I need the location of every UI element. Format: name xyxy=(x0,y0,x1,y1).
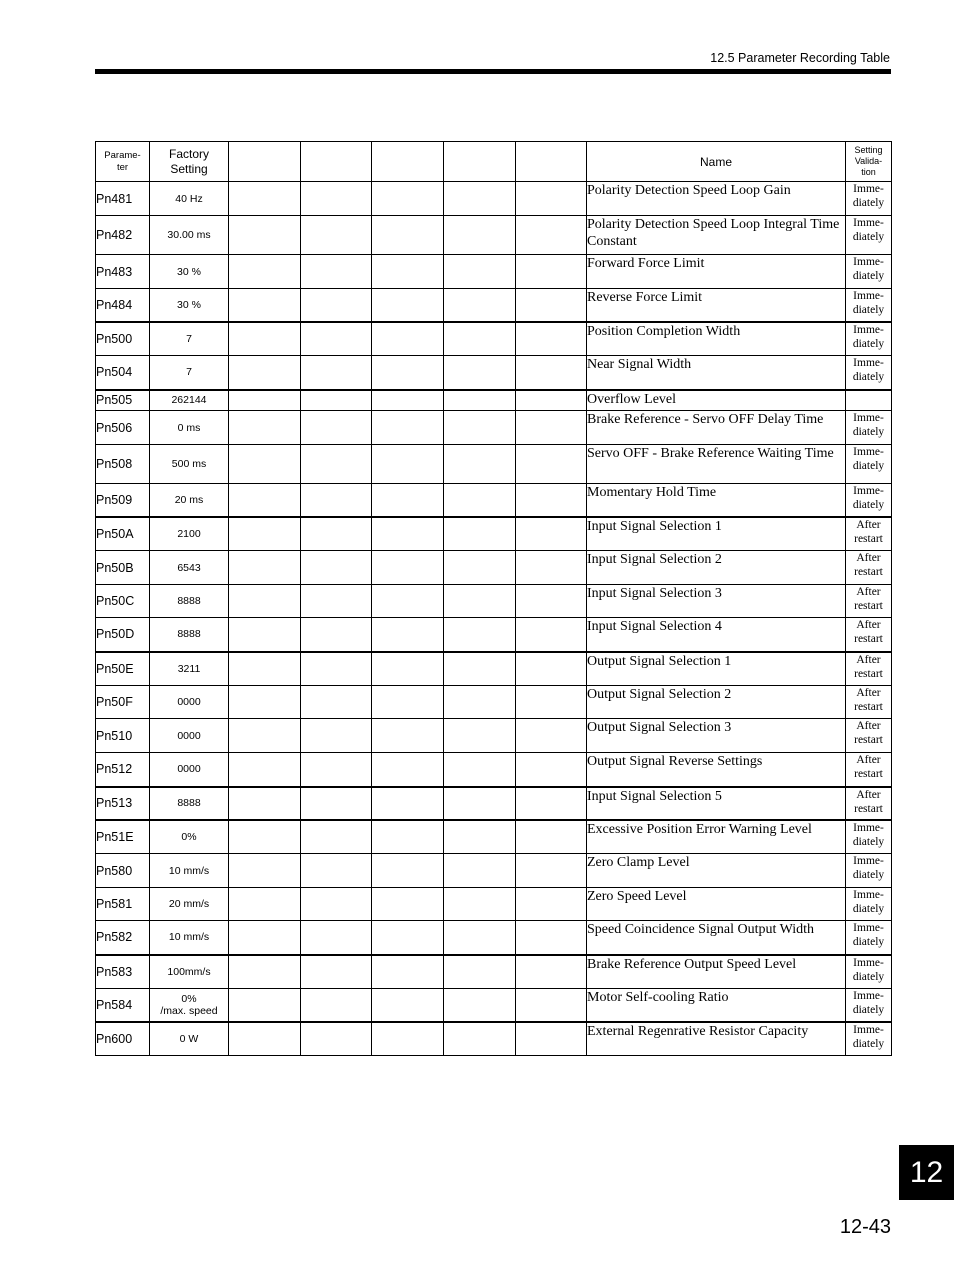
setting-validation-cell: Imme- diately xyxy=(846,255,892,289)
record-cell xyxy=(301,390,372,411)
record-cell xyxy=(229,255,301,289)
setting-validation-cell: After restart xyxy=(846,618,892,652)
setting-validation-cell: Imme- diately xyxy=(846,888,892,921)
parameter-cell: Pn484 xyxy=(96,289,150,322)
record-cell xyxy=(516,921,587,955)
record-cell xyxy=(372,989,444,1022)
column-header-blank xyxy=(372,142,444,182)
record-cell xyxy=(444,854,516,888)
factory-setting-cell: 2100 xyxy=(150,517,229,551)
record-cell xyxy=(229,216,301,255)
table-row xyxy=(96,652,892,686)
record-cell xyxy=(229,921,301,955)
record-cell xyxy=(229,445,301,484)
name-cell: Input Signal Selection 3 xyxy=(587,585,846,618)
record-cell xyxy=(229,787,301,820)
factory-setting-cell: 0% xyxy=(150,820,229,854)
parameter-cell: Pn509 xyxy=(96,484,150,517)
name-cell: Momentary Hold Time xyxy=(587,484,846,517)
name-cell: Input Signal Selection 5 xyxy=(587,787,846,820)
record-cell xyxy=(301,686,372,719)
record-cell xyxy=(444,753,516,787)
parameter-cell: Pn600 xyxy=(96,1022,150,1056)
name-cell: Forward Force Limit xyxy=(587,255,846,289)
record-cell xyxy=(444,921,516,955)
table-row xyxy=(96,356,892,390)
record-cell xyxy=(516,289,587,322)
record-cell xyxy=(516,484,587,517)
setting-validation-cell: Imme- diately xyxy=(846,854,892,888)
record-cell xyxy=(444,255,516,289)
record-cell xyxy=(301,255,372,289)
parameter-cell: Pn513 xyxy=(96,787,150,820)
record-cell xyxy=(301,551,372,585)
setting-validation-cell: After restart xyxy=(846,686,892,719)
name-cell: Speed Coincidence Signal Output Width xyxy=(587,921,846,955)
parameter-cell: Pn580 xyxy=(96,854,150,888)
record-cell xyxy=(516,390,587,411)
record-cell xyxy=(229,289,301,322)
record-cell xyxy=(301,854,372,888)
header-rule xyxy=(95,69,891,74)
record-cell xyxy=(301,888,372,921)
record-cell xyxy=(229,1022,301,1056)
record-cell xyxy=(444,989,516,1022)
setting-validation-cell: Imme- diately xyxy=(846,955,892,989)
name-cell: Motor Self-cooling Ratio xyxy=(587,989,846,1022)
name-cell: Input Signal Selection 2 xyxy=(587,551,846,585)
record-cell xyxy=(372,289,444,322)
record-cell xyxy=(516,686,587,719)
factory-setting-cell: 30 % xyxy=(150,289,229,322)
factory-setting-cell: 10 mm/s xyxy=(150,854,229,888)
column-header-blank xyxy=(444,142,516,182)
setting-validation-cell xyxy=(846,390,892,411)
setting-validation-cell: Imme- diately xyxy=(846,989,892,1022)
record-cell xyxy=(372,787,444,820)
parameter-cell: Pn512 xyxy=(96,753,150,787)
factory-setting-cell: 30.00 ms xyxy=(150,216,229,255)
factory-setting-cell: 0 W xyxy=(150,1022,229,1056)
record-cell xyxy=(301,517,372,551)
setting-validation-cell: Imme- diately xyxy=(846,322,892,356)
factory-setting-cell: 7 xyxy=(150,356,229,390)
record-cell xyxy=(372,618,444,652)
record-cell xyxy=(372,322,444,356)
parameter-cell: Pn481 xyxy=(96,182,150,216)
record-cell xyxy=(229,989,301,1022)
table-row xyxy=(96,719,892,753)
factory-setting-cell: 100mm/s xyxy=(150,955,229,989)
record-cell xyxy=(372,517,444,551)
record-cell xyxy=(516,820,587,854)
factory-setting-cell: 6543 xyxy=(150,551,229,585)
factory-setting-cell: 20 ms xyxy=(150,484,229,517)
record-cell xyxy=(444,411,516,445)
name-cell: Near Signal Width xyxy=(587,356,846,390)
record-cell xyxy=(444,585,516,618)
record-cell xyxy=(372,255,444,289)
column-header-parameter: Parame- ter xyxy=(96,142,150,182)
column-header-blank xyxy=(229,142,301,182)
column-header-setting-validation: Setting Valida- tion xyxy=(846,142,892,182)
record-cell xyxy=(301,216,372,255)
setting-validation-cell: Imme- diately xyxy=(846,289,892,322)
record-cell xyxy=(372,955,444,989)
table-row xyxy=(96,854,892,888)
factory-setting-cell: 0000 xyxy=(150,719,229,753)
record-cell xyxy=(444,322,516,356)
setting-validation-cell: After restart xyxy=(846,551,892,585)
record-cell xyxy=(229,854,301,888)
record-cell xyxy=(372,1022,444,1056)
record-cell xyxy=(372,820,444,854)
record-cell xyxy=(372,484,444,517)
factory-setting-cell: 8888 xyxy=(150,585,229,618)
record-cell xyxy=(516,652,587,686)
table-row xyxy=(96,618,892,652)
setting-validation-cell: After restart xyxy=(846,753,892,787)
setting-validation-cell: Imme- diately xyxy=(846,484,892,517)
name-cell: Brake Reference - Servo OFF Delay Time xyxy=(587,411,846,445)
record-cell xyxy=(516,955,587,989)
parameter-cell: Pn51E xyxy=(96,820,150,854)
record-cell xyxy=(444,517,516,551)
record-cell xyxy=(516,356,587,390)
parameter-cell: Pn506 xyxy=(96,411,150,445)
factory-setting-cell: 20 mm/s xyxy=(150,888,229,921)
record-cell xyxy=(444,1022,516,1056)
table-row xyxy=(96,322,892,356)
parameter-cell: Pn582 xyxy=(96,921,150,955)
record-cell xyxy=(301,989,372,1022)
parameter-cell: Pn482 xyxy=(96,216,150,255)
table-row xyxy=(96,216,892,255)
name-cell: Overflow Level xyxy=(587,390,846,411)
table-row xyxy=(96,820,892,854)
parameter-cell: Pn500 xyxy=(96,322,150,356)
record-cell xyxy=(444,652,516,686)
table-row xyxy=(96,1022,892,1056)
setting-validation-cell: Imme- diately xyxy=(846,921,892,955)
table-row xyxy=(96,484,892,517)
record-cell xyxy=(301,652,372,686)
record-cell xyxy=(301,356,372,390)
record-cell xyxy=(444,182,516,216)
name-cell: Output Signal Selection 2 xyxy=(587,686,846,719)
record-cell xyxy=(444,356,516,390)
record-cell xyxy=(229,955,301,989)
record-cell xyxy=(229,585,301,618)
record-cell xyxy=(372,390,444,411)
record-cell xyxy=(301,787,372,820)
name-cell: Zero Speed Level xyxy=(587,888,846,921)
parameter-cell: Pn510 xyxy=(96,719,150,753)
record-cell xyxy=(444,719,516,753)
name-cell: Output Signal Selection 1 xyxy=(587,652,846,686)
section-title: 12.5 Parameter Recording Table xyxy=(710,51,890,65)
page-number: 12-43 xyxy=(839,1216,891,1238)
record-cell xyxy=(229,484,301,517)
column-header-factory-setting: Factory Setting xyxy=(150,142,229,182)
record-cell xyxy=(229,517,301,551)
record-cell xyxy=(301,921,372,955)
table-row xyxy=(96,921,892,955)
record-cell xyxy=(372,854,444,888)
record-cell xyxy=(516,255,587,289)
setting-validation-cell: After restart xyxy=(846,719,892,753)
chapter-tab: 12 xyxy=(899,1145,954,1200)
setting-validation-cell: Imme- diately xyxy=(846,820,892,854)
name-cell: Polarity Detection Speed Loop Integral Time Constant xyxy=(587,216,846,255)
name-cell: Excessive Position Error Warning Level xyxy=(587,820,846,854)
table-body xyxy=(96,182,892,1056)
record-cell xyxy=(372,356,444,390)
table-row xyxy=(96,411,892,445)
record-cell xyxy=(444,484,516,517)
record-cell xyxy=(516,888,587,921)
record-cell xyxy=(301,585,372,618)
parameter-cell: Pn50A xyxy=(96,517,150,551)
record-cell xyxy=(444,390,516,411)
factory-setting-cell: 30 % xyxy=(150,255,229,289)
record-cell xyxy=(516,182,587,216)
record-cell xyxy=(516,989,587,1022)
factory-setting-cell: 8888 xyxy=(150,787,229,820)
setting-validation-cell: After restart xyxy=(846,787,892,820)
record-cell xyxy=(516,216,587,255)
record-cell xyxy=(229,753,301,787)
record-cell xyxy=(301,1022,372,1056)
record-cell xyxy=(229,182,301,216)
setting-validation-cell: Imme- diately xyxy=(846,445,892,484)
record-cell xyxy=(516,854,587,888)
table-row xyxy=(96,888,892,921)
record-cell xyxy=(372,652,444,686)
record-cell xyxy=(301,484,372,517)
parameter-cell: Pn581 xyxy=(96,888,150,921)
column-header-blank xyxy=(516,142,587,182)
record-cell xyxy=(229,888,301,921)
name-cell: Input Signal Selection 4 xyxy=(587,618,846,652)
factory-setting-cell: 262144 xyxy=(150,390,229,411)
record-cell xyxy=(516,322,587,356)
name-cell: Polarity Detection Speed Loop Gain xyxy=(587,182,846,216)
name-cell: Output Signal Reverse Settings xyxy=(587,753,846,787)
record-cell xyxy=(516,445,587,484)
parameter-cell: Pn505 xyxy=(96,390,150,411)
record-cell xyxy=(516,411,587,445)
name-cell: Zero Clamp Level xyxy=(587,854,846,888)
record-cell xyxy=(372,411,444,445)
record-cell xyxy=(444,820,516,854)
record-cell xyxy=(516,719,587,753)
column-header-blank xyxy=(301,142,372,182)
record-cell xyxy=(444,955,516,989)
name-cell: Servo OFF - Brake Reference Waiting Time xyxy=(587,445,846,484)
record-cell xyxy=(301,955,372,989)
record-cell xyxy=(372,216,444,255)
setting-validation-cell: Imme- diately xyxy=(846,411,892,445)
record-cell xyxy=(301,322,372,356)
record-cell xyxy=(229,652,301,686)
factory-setting-cell: 0% /max. speed xyxy=(150,989,229,1022)
name-cell: Position Completion Width xyxy=(587,322,846,356)
parameter-recording-table xyxy=(95,141,892,1056)
record-cell xyxy=(516,1022,587,1056)
setting-validation-cell: After restart xyxy=(846,517,892,551)
name-cell: External Regenrative Resistor Capacity xyxy=(587,1022,846,1056)
table-row xyxy=(96,753,892,787)
parameter-cell: Pn50E xyxy=(96,652,150,686)
record-cell xyxy=(301,618,372,652)
setting-validation-cell: After restart xyxy=(846,585,892,618)
parameter-cell: Pn583 xyxy=(96,955,150,989)
name-cell: Output Signal Selection 3 xyxy=(587,719,846,753)
setting-validation-cell: Imme- diately xyxy=(846,1022,892,1056)
record-cell xyxy=(372,686,444,719)
record-cell xyxy=(301,753,372,787)
record-cell xyxy=(516,787,587,820)
parameter-cell: Pn50D xyxy=(96,618,150,652)
record-cell xyxy=(516,551,587,585)
factory-setting-cell: 7 xyxy=(150,322,229,356)
record-cell xyxy=(372,753,444,787)
record-cell xyxy=(229,356,301,390)
table-row xyxy=(96,289,892,322)
table-row xyxy=(96,517,892,551)
record-cell xyxy=(301,289,372,322)
record-cell xyxy=(516,618,587,652)
parameter-cell: Pn584 xyxy=(96,989,150,1022)
record-cell xyxy=(301,820,372,854)
record-cell xyxy=(229,322,301,356)
table-header-row xyxy=(96,142,892,182)
record-cell xyxy=(444,888,516,921)
setting-validation-cell: Imme- diately xyxy=(846,182,892,216)
factory-setting-cell: 10 mm/s xyxy=(150,921,229,955)
parameter-cell: Pn50B xyxy=(96,551,150,585)
record-cell xyxy=(372,921,444,955)
record-cell xyxy=(372,585,444,618)
column-header-name: Name xyxy=(587,142,846,182)
record-cell xyxy=(229,390,301,411)
record-cell xyxy=(301,719,372,753)
table-row xyxy=(96,787,892,820)
table-row xyxy=(96,445,892,484)
parameter-cell: Pn50C xyxy=(96,585,150,618)
name-cell: Input Signal Selection 1 xyxy=(587,517,846,551)
factory-setting-cell: 3211 xyxy=(150,652,229,686)
table-row xyxy=(96,955,892,989)
factory-setting-cell: 0000 xyxy=(150,753,229,787)
parameter-cell: Pn504 xyxy=(96,356,150,390)
name-cell: Reverse Force Limit xyxy=(587,289,846,322)
table-row xyxy=(96,255,892,289)
record-cell xyxy=(229,686,301,719)
record-cell xyxy=(444,787,516,820)
table-row xyxy=(96,390,892,411)
setting-validation-cell: Imme- diately xyxy=(846,356,892,390)
record-cell xyxy=(444,551,516,585)
record-cell xyxy=(229,719,301,753)
factory-setting-cell: 40 Hz xyxy=(150,182,229,216)
record-cell xyxy=(516,585,587,618)
record-cell xyxy=(372,719,444,753)
record-cell xyxy=(229,411,301,445)
factory-setting-cell: 0000 xyxy=(150,686,229,719)
factory-setting-cell: 8888 xyxy=(150,618,229,652)
parameter-cell: Pn50F xyxy=(96,686,150,719)
table-row xyxy=(96,585,892,618)
parameter-cell: Pn483 xyxy=(96,255,150,289)
table-row xyxy=(96,989,892,1022)
setting-validation-cell: After restart xyxy=(846,652,892,686)
record-cell xyxy=(444,216,516,255)
record-cell xyxy=(516,753,587,787)
factory-setting-cell: 0 ms xyxy=(150,411,229,445)
record-cell xyxy=(444,289,516,322)
record-cell xyxy=(444,445,516,484)
parameter-cell: Pn508 xyxy=(96,445,150,484)
factory-setting-cell: 500 ms xyxy=(150,445,229,484)
record-cell xyxy=(372,888,444,921)
record-cell xyxy=(229,551,301,585)
record-cell xyxy=(372,182,444,216)
table-row xyxy=(96,686,892,719)
record-cell xyxy=(301,411,372,445)
record-cell xyxy=(301,445,372,484)
record-cell xyxy=(229,618,301,652)
setting-validation-cell: Imme- diately xyxy=(846,216,892,255)
record-cell xyxy=(372,551,444,585)
record-cell xyxy=(444,686,516,719)
record-cell xyxy=(301,182,372,216)
record-cell xyxy=(372,445,444,484)
record-cell xyxy=(516,517,587,551)
name-cell: Brake Reference Output Speed Level xyxy=(587,955,846,989)
table-row xyxy=(96,182,892,216)
record-cell xyxy=(444,618,516,652)
table-row xyxy=(96,551,892,585)
record-cell xyxy=(229,820,301,854)
